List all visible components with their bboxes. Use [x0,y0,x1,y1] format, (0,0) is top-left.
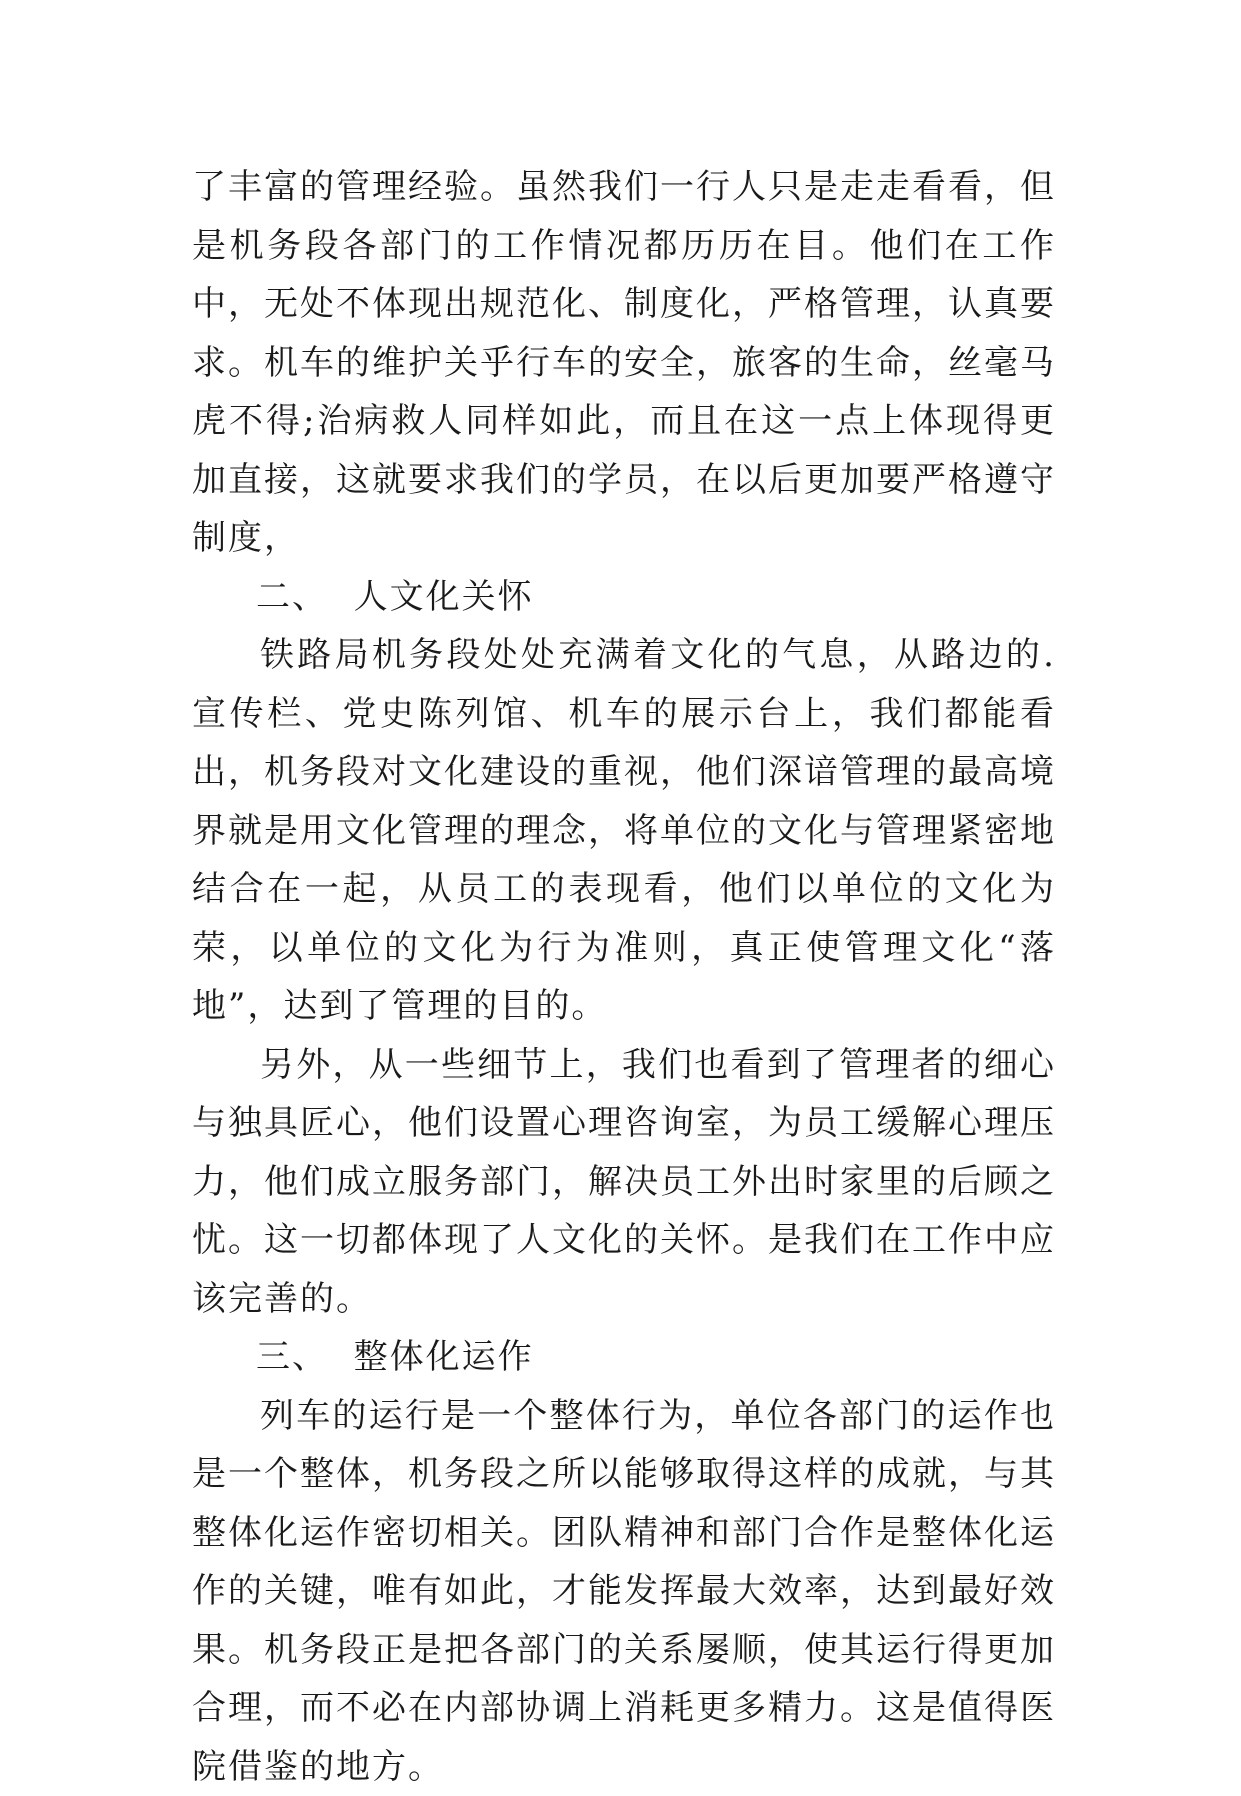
document-page [192,158,1056,1796]
paragraph-teamwork: 列车的运行是一个整体行为，单位各部门的运作也是一个整体，机务段之所以能够取得这样的成就，与其整体化运作密切相关。团队精神和部门合作是整体化运作的关键，唯有如此，才能发挥最大效率，达到最好效果。机务段正是把各部门的关系屡顺，使其运行得更加合理，而不必在内部协调上消耗更多精力。这是值得医院借鉴的地方。 [192,1387,1056,1796]
paragraph-culture: 铁路局机务段处处充满着文化的气息，从路边的.宣传栏、党史陈列馆、机车的展示台上，我们都能看出，机务段对文化建设的重视，他们深谙管理的最高境界就是用文化管理的理念，将单位的文化与管理紧密地结合在一起，从员工的表现看，他们以单位的文化为荣，以单位的文化为行为准则，真正使管理文化“落地”，达到了管理的目的。 [192,626,1056,1036]
section-heading-humanistic-care: 二、 人文化关怀 [192,568,1056,627]
paragraph-management-experience: 了丰富的管理经验。虽然我们一行人只是走走看看，但是机务段各部门的工作情况都历历在目。他们在工作中，无处不体现出规范化、制度化，严格管理，认真要求。机车的维护关乎行车的安全，旅客的生命，丝毫马虎不得;治病救人同样如此，而且在这一点上体现得更加直接，这就要求我们的学员，在以后更加要严格遵守制度， [192,158,1056,568]
paragraph-details: 另外，从一些细节上，我们也看到了管理者的细心与独具匠心，他们设置心理咨询室，为员工缓解心理压力，他们成立服务部门，解决员工外出时家里的后顾之忧。这一切都体现了人文化的关怀。是我们在工作中应该完善的。 [192,1036,1056,1329]
section-heading-integrated-operation: 三、 整体化运作 [192,1328,1056,1387]
